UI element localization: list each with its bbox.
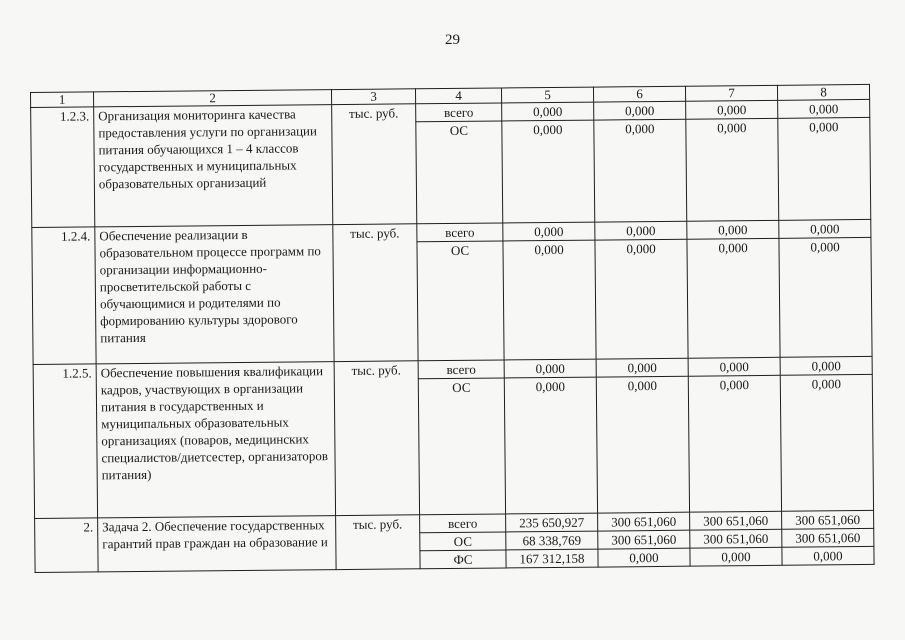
value-col7: 0,000 (686, 100, 778, 119)
budget-table-wrapper (30, 84, 875, 573)
funding-source: всего (417, 223, 503, 242)
header-cell-2: 2 (94, 90, 332, 107)
value-col7: 0,000 (686, 118, 779, 221)
value-col6: 0,000 (595, 239, 688, 359)
value-col7: 0,000 (687, 220, 779, 239)
value-col7: 0,000 (687, 238, 780, 358)
value-col8: 300 651,060 (782, 528, 874, 547)
funding-source: ОС (418, 378, 505, 515)
value-col5: 167 312,158 (506, 549, 598, 568)
header-cell-1: 1 (31, 92, 94, 108)
header-cell-8: 8 (777, 84, 869, 100)
value-col8: 300 651,060 (782, 510, 874, 529)
value-col8: 0,000 (778, 99, 870, 118)
row-unit: тыс. руб. (336, 515, 421, 570)
funding-source: всего (418, 360, 504, 379)
value-col5: 68 338,769 (506, 531, 598, 550)
funding-source: ОС (416, 121, 503, 224)
value-col5: 0,000 (502, 102, 594, 121)
funding-source: ОС (420, 532, 506, 551)
value-col8: 0,000 (779, 219, 871, 238)
value-col8: 0,000 (779, 237, 872, 357)
header-cell-6: 6 (593, 86, 685, 102)
value-col7: 0,000 (688, 375, 781, 512)
row-unit: тыс. руб. (334, 361, 419, 516)
value-col8: 0,000 (782, 546, 874, 565)
value-col7: 0,000 (688, 357, 780, 376)
value-col5: 0,000 (503, 222, 595, 241)
value-col6: 300 651,060 (598, 512, 690, 531)
value-col8: 0,000 (780, 374, 873, 511)
budget-table (30, 84, 875, 573)
row-unit: тыс. руб. (332, 104, 417, 225)
row-description: Организация мониторинга качества предоставления услуги по организации питания обучающихся 1 – 4 классов государственных и муниципальных образовательных организаций (94, 105, 333, 227)
funding-source: всего (420, 514, 506, 533)
value-col5: 0,000 (504, 359, 596, 378)
value-col7: 300 651,060 (690, 511, 782, 530)
row-description: Обеспечение реализации в образовательном процессе программ по организации информационно-просветительской работы с обучающимися и родителями по формированию культуры здорового питания (95, 225, 334, 364)
funding-source: ФС (420, 550, 506, 569)
value-col5: 0,000 (502, 120, 595, 223)
value-col7: 300 651,060 (690, 529, 782, 548)
value-col7: 0,000 (690, 547, 782, 566)
value-col8: 0,000 (780, 356, 872, 375)
value-col6: 0,000 (594, 119, 687, 222)
header-cell-7: 7 (685, 85, 777, 101)
value-col6: 0,000 (594, 101, 686, 120)
row-description: Обеспечение повышения квалификации кадров, участвующих в организации питания в государственных и муниципальных образовательных организациях (поваров, медицинских специалистов/диетсестер, организаторов питания) (96, 362, 335, 518)
row-number: 1.2.5. (33, 364, 97, 519)
funding-source: ОС (417, 241, 504, 361)
row-number: 1.2.4. (32, 227, 96, 365)
value-col6: 0,000 (596, 376, 689, 513)
value-col5: 0,000 (504, 377, 597, 514)
row-description: Задача 2. Обеспечение государственных гарантий прав граждан на образование и (98, 516, 337, 572)
header-cell-3: 3 (331, 89, 415, 105)
value-col6: 0,000 (598, 548, 690, 567)
row-unit: тыс. руб. (333, 224, 418, 362)
header-cell-4: 4 (415, 88, 501, 104)
value-col5: 0,000 (503, 240, 596, 360)
funding-source: всего (416, 103, 502, 122)
value-col6: 300 651,060 (598, 530, 690, 549)
page-number: 29 (445, 32, 460, 48)
row-number: 2. (35, 518, 99, 573)
value-col5: 235 650,927 (506, 513, 598, 532)
value-col6: 0,000 (595, 221, 687, 240)
header-cell-5: 5 (501, 87, 593, 103)
value-col8: 0,000 (778, 117, 871, 220)
row-number: 1.2.3. (31, 107, 95, 228)
value-col6: 0,000 (596, 358, 688, 377)
